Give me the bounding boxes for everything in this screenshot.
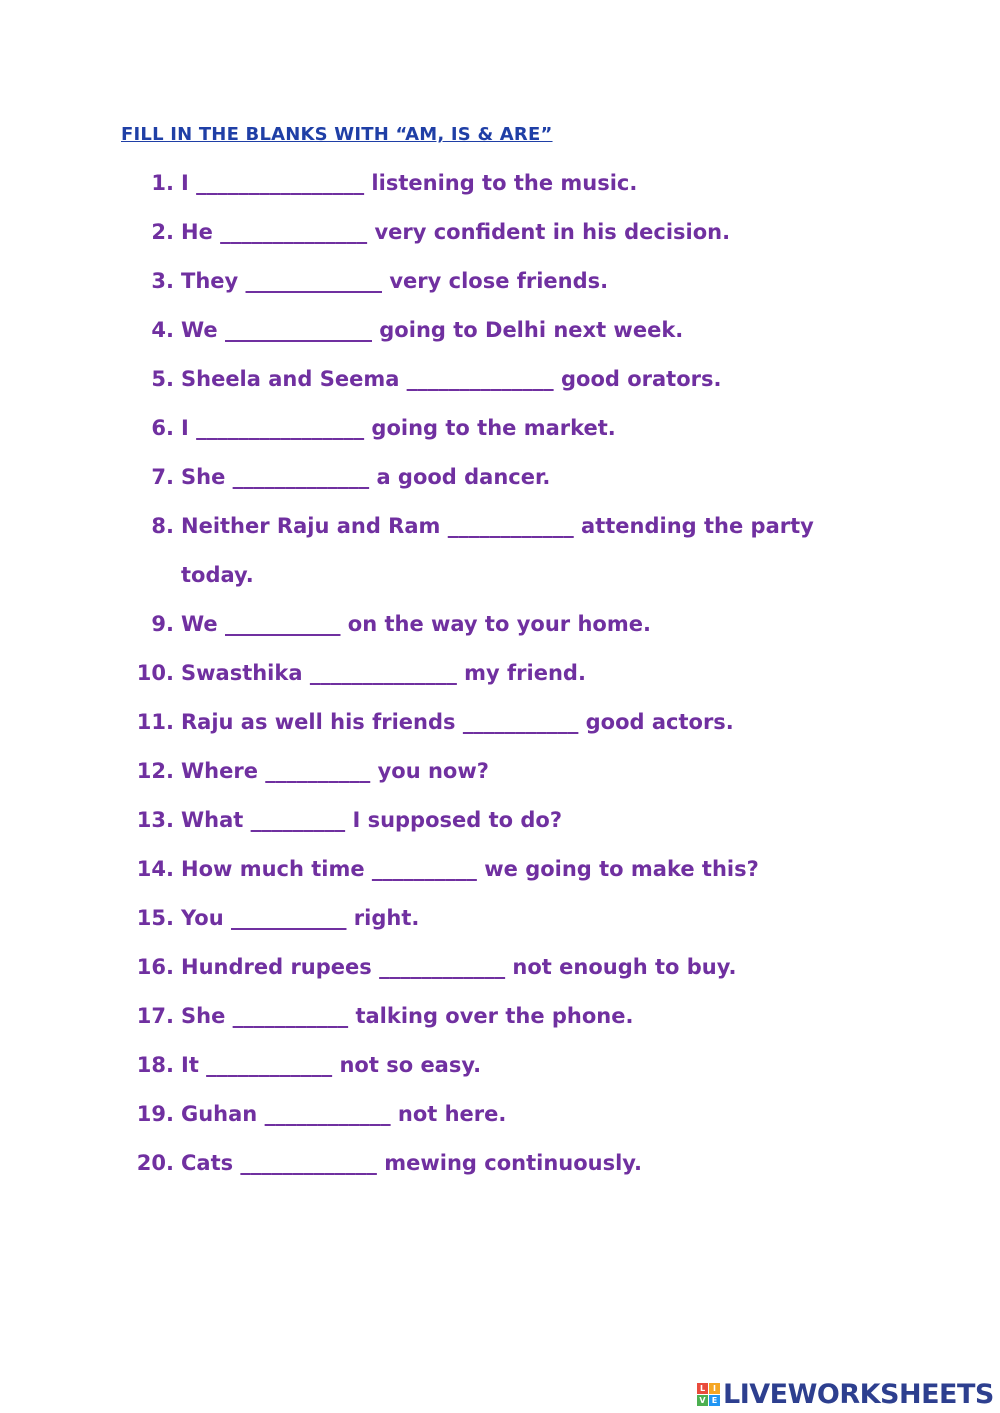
liveworksheets-logo-text: LIVEWORKSHEETS xyxy=(723,1378,994,1410)
logo-letter-icon: V xyxy=(697,1395,708,1406)
item-text: I ________________ going to the market. xyxy=(181,416,616,440)
list-item xyxy=(0,514,1000,554)
item-number: 4. xyxy=(151,318,174,342)
item-text: I ________________ listening to the music. xyxy=(181,171,638,195)
item-text: It ____________ not so easy. xyxy=(181,1053,482,1077)
item-number: 1. xyxy=(151,171,174,195)
item-number: 8. xyxy=(151,514,174,538)
item-number: 7. xyxy=(151,465,174,489)
item-text: Swasthika ______________ my friend. xyxy=(181,661,586,685)
logo-letter-icon: E xyxy=(709,1395,720,1406)
list-item xyxy=(0,269,1000,309)
item-number: 3. xyxy=(151,269,174,293)
item-text: today. xyxy=(181,563,254,587)
list-item xyxy=(0,906,1000,946)
item-number: 14. xyxy=(136,857,174,881)
item-text: What _________ I supposed to do? xyxy=(181,808,563,832)
list-item xyxy=(0,318,1000,358)
item-text: He ______________ very confident in his decision. xyxy=(181,220,731,244)
item-number: 12. xyxy=(136,759,174,783)
item-text: We ___________ on the way to your home. xyxy=(181,612,651,636)
list-item xyxy=(0,416,1000,456)
item-number: 9. xyxy=(151,612,174,636)
list-item xyxy=(0,661,1000,701)
item-number: 5. xyxy=(151,367,174,391)
item-number: 16. xyxy=(136,955,174,979)
logo-letter-icon: I xyxy=(709,1383,720,1394)
item-number: 17. xyxy=(136,1004,174,1028)
item-text: Guhan ____________ not here. xyxy=(181,1102,507,1126)
item-text: Cats _____________ mewing continuously. xyxy=(181,1151,643,1175)
list-item xyxy=(0,367,1000,407)
item-text: They _____________ very close friends. xyxy=(181,269,609,293)
list-item xyxy=(0,1151,1000,1191)
list-item xyxy=(0,808,1000,848)
list-item xyxy=(0,1053,1000,1093)
item-number: 2. xyxy=(151,220,174,244)
item-text: We ______________ going to Delhi next week. xyxy=(181,318,684,342)
item-number: 13. xyxy=(136,808,174,832)
item-text: You ___________ right. xyxy=(181,906,420,930)
list-item xyxy=(0,171,1000,211)
list-item xyxy=(0,612,1000,652)
item-number: 20. xyxy=(136,1151,174,1175)
worksheet-title: FILL IN THE BLANKS WITH “AM, IS & ARE” xyxy=(121,124,553,145)
list-item xyxy=(0,857,1000,897)
item-number: 10. xyxy=(136,661,174,685)
liveworksheets-logo-icon xyxy=(697,1383,720,1406)
list-item xyxy=(0,1004,1000,1044)
item-text: She _____________ a good dancer. xyxy=(181,465,551,489)
item-number: 15. xyxy=(136,906,174,930)
logo-letter-icon: L xyxy=(697,1383,708,1394)
item-text: Where __________ you now? xyxy=(181,759,489,783)
item-text: Raju as well his friends ___________ good actors. xyxy=(181,710,734,734)
item-number: 19. xyxy=(136,1102,174,1126)
item-number: 6. xyxy=(151,416,174,440)
item-text: Hundred rupees ____________ not enough to buy. xyxy=(181,955,737,979)
list-item xyxy=(0,1102,1000,1142)
item-number: 18. xyxy=(136,1053,174,1077)
list-item xyxy=(0,955,1000,995)
item-text: Neither Raju and Ram ____________ attending the party xyxy=(181,514,814,538)
list-item xyxy=(0,710,1000,750)
list-item xyxy=(0,759,1000,799)
list-item-continuation xyxy=(0,563,1000,603)
list-item xyxy=(0,220,1000,260)
item-number: 11. xyxy=(136,710,174,734)
item-text: How much time __________ we going to make this? xyxy=(181,857,759,881)
item-text: Sheela and Seema ______________ good orators. xyxy=(181,367,722,391)
item-text: She ___________ talking over the phone. xyxy=(181,1004,634,1028)
liveworksheets-logo xyxy=(697,1377,994,1411)
list-item xyxy=(0,465,1000,505)
